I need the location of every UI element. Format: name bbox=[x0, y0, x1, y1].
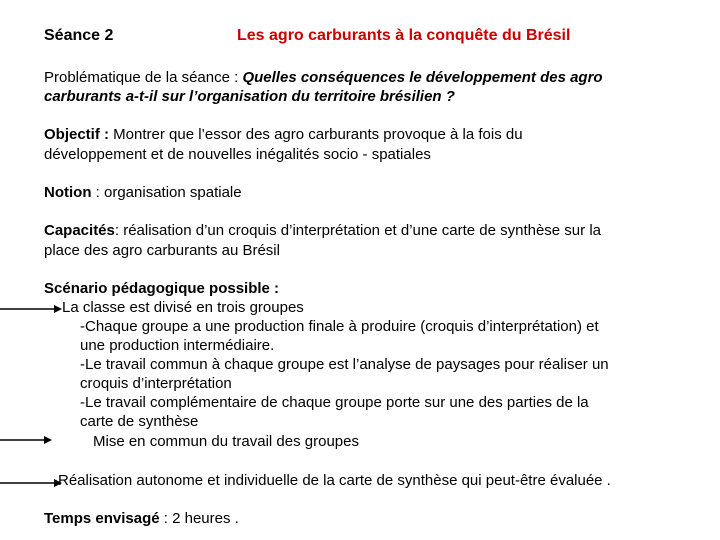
problem-line-1 bbox=[44, 68, 603, 87]
problem-question-1: Quelles conséquences le développement des agro bbox=[242, 69, 603, 86]
scenario-heading: Scénario pédagogique possible : bbox=[44, 280, 280, 297]
arrow-icon bbox=[0, 303, 62, 315]
scenario-line-croquis: croquis d’interprétation bbox=[80, 375, 232, 392]
notion-text: : organisation spatiale bbox=[95, 184, 242, 201]
scenario-line-intermediate: une production intermédiaire. bbox=[80, 337, 275, 354]
objective-line-1 bbox=[44, 125, 523, 144]
session-number: Séance 2 bbox=[44, 27, 114, 44]
capacities-label: Capacités bbox=[44, 222, 115, 239]
page-title: Les agro carburants à la conquête du Brésil bbox=[237, 27, 571, 44]
scenario-line-groups: La classe est divisé en trois groupes bbox=[62, 299, 304, 316]
scenario-line-complementary: -Le travail complémentaire de chaque groupe porte sur une des parties de la bbox=[80, 394, 589, 411]
objective-text-1: Montrer que l’essor des agro carburants provoque à la fois du bbox=[113, 126, 523, 143]
arrow-icon bbox=[0, 434, 52, 446]
scenario-line-sharing: Mise en commun du travail des groupes bbox=[93, 433, 359, 450]
objective-text-2: développement et de nouvelles inégalités socio - spatiales bbox=[44, 146, 431, 163]
problem-question-2: carburants a-t-il sur l’organisation du territoire brésilien ? bbox=[44, 88, 455, 105]
arrow-icon bbox=[0, 477, 62, 489]
capacities-text-1: : réalisation d’un croquis d’interprétation et d’une carte de synthèse sur la bbox=[114, 222, 601, 239]
scenario-final-line: Réalisation autonome et individuelle de la carte de synthèse qui peut-être évaluée . bbox=[58, 472, 611, 489]
notion-line bbox=[44, 183, 242, 202]
notion-label: Notion bbox=[44, 184, 96, 201]
capacities-line-1 bbox=[44, 221, 601, 240]
scenario-line-synthesis: carte de synthèse bbox=[80, 413, 199, 430]
time-text: : 2 heures . bbox=[159, 510, 239, 527]
scenario-line-common-work: -Le travail commun à chaque groupe est l’analyse de paysages pour réaliser un bbox=[80, 356, 609, 373]
time-line bbox=[44, 509, 239, 528]
capacities-text-2: place des agro carburants au Brésil bbox=[44, 242, 280, 259]
problem-label: Problématique de la séance : bbox=[44, 69, 243, 86]
time-label: Temps envisagé bbox=[44, 510, 160, 527]
objective-label: Objectif : bbox=[44, 126, 114, 143]
scenario-line-production: -Chaque groupe a une production finale à produire (croquis d’interprétation) et bbox=[80, 318, 599, 335]
